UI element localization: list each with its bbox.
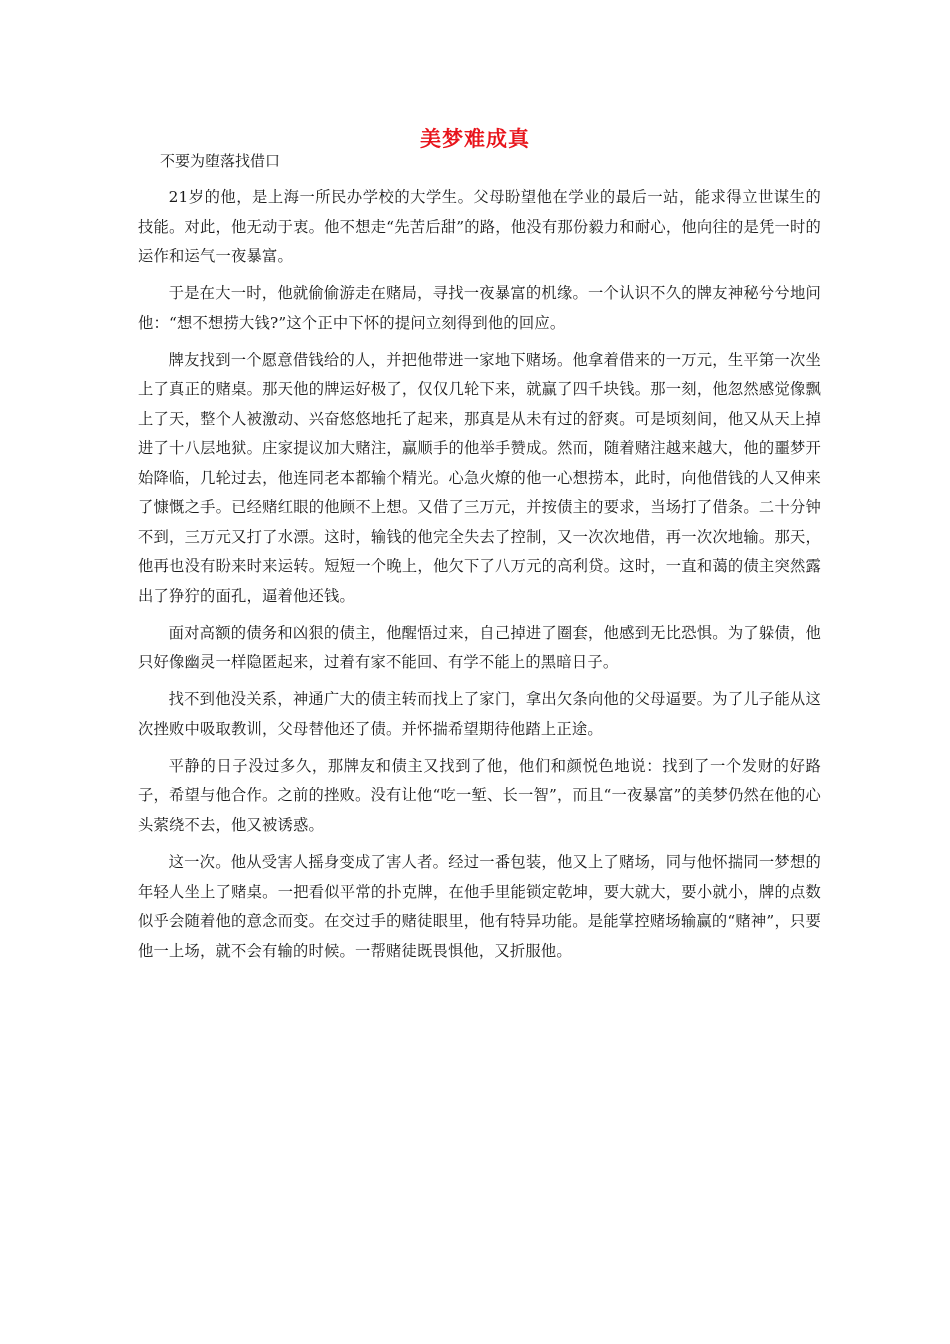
paragraph: 21岁的他，是上海一所民办学校的大学生。父母盼望他在学业的最后一站，能求得立世谋生的技能。对此，他无动于衷。他不想走“先苦后甜”的路，他没有那份毅力和耐心，他向往的是凭一时的运作和运气一夜暴富。 bbox=[138, 188, 821, 265]
paragraph: 这一次。他从受害人摇身变成了害人者。经过一番包装，他又上了赌场，同与他怀揣同一梦想的年轻人坐上了赌桌。一把看似平常的扑克牌，在他手里能锁定乾坤，要大就大，要小就小，牌的点数似乎会随着他的意念而变。在交过手的赌徒眼里，他有特异功能。是能掌控赌场输赢的“赌神”，只要他一上场，就不会有输的时候。一帮赌徒既畏惧他，又折服他。 bbox=[138, 853, 821, 960]
document-subtitle: 不要为堕落找借口 bbox=[160, 152, 281, 170]
article-body bbox=[138, 183, 821, 974]
paragraph: 找不到他没关系，神通广大的债主转而找上了家门，拿出欠条向他的父母逼要。为了儿子能从这次挫败中吸取教训，父母替他还了债。并怀揣希望期待他踏上正途。 bbox=[138, 690, 821, 738]
paragraph: 平静的日子没过多久，那牌友和债主又找到了他，他们和颜悦色地说：找到了一个发财的好路子，希望与他合作。之前的挫败。没有让他“吃一堑、长一智”，而且“一夜暴富”的美梦仍然在他的心头萦绕不去，他又被诱惑。 bbox=[138, 756, 821, 834]
document-title: 美梦难成真 bbox=[420, 127, 530, 151]
paragraph: 面对高额的债务和凶狠的债主，他醒悟过来，自己掉进了圈套，他感到无比恐惧。为了躲债，他只好像幽灵一样隐匿起来，过着有家不能回、有学不能上的黑暗日子。 bbox=[138, 623, 821, 672]
paragraph: 于是在大一时，他就偷偷游走在赌局，寻找一夜暴富的机缘。一个认识不久的牌友神秘兮兮地问他：“想不想捞大钱?”这个正中下怀的提问立刻得到他的回应。 bbox=[138, 284, 821, 332]
paragraph: 牌友找到一个愿意借钱给的人，并把他带进一家地下赌场。他拿着借来的一万元，生平第一次坐上了真正的赌桌。那天他的牌运好极了，仅仅几轮下来，就赢了四千块钱。那一刻，他忽然感觉像飘上了天，整个人被激动、兴奋悠悠地托了起来，那真是从未有过的舒爽。可是顷刻间，他又从天上掉进了十八层地狱。庄家提议加大赌注，赢顺手的他举手赞成。然而，随着赌注越来越大，他的噩梦开始降临，几轮过去，他连同老本都输个精光。心急火燎的他一心想捞本，此时，向他借钱的人又伸来了慷慨之手。已经赌红眼的他顾不上想。又借了三万元，并按债主的要求，当场打了借条。二十分钟不到，三万元又打了水漂。这时，输钱的他完全失去了控制，又一次次地借，再一次次地输。那天，他再也没有盼来时来运转。短短一个晚上，他欠下了八万元的高利贷。这时，一直和蔼的债主突然露出了狰狞的面孔，逼着他还钱。 bbox=[138, 350, 821, 605]
